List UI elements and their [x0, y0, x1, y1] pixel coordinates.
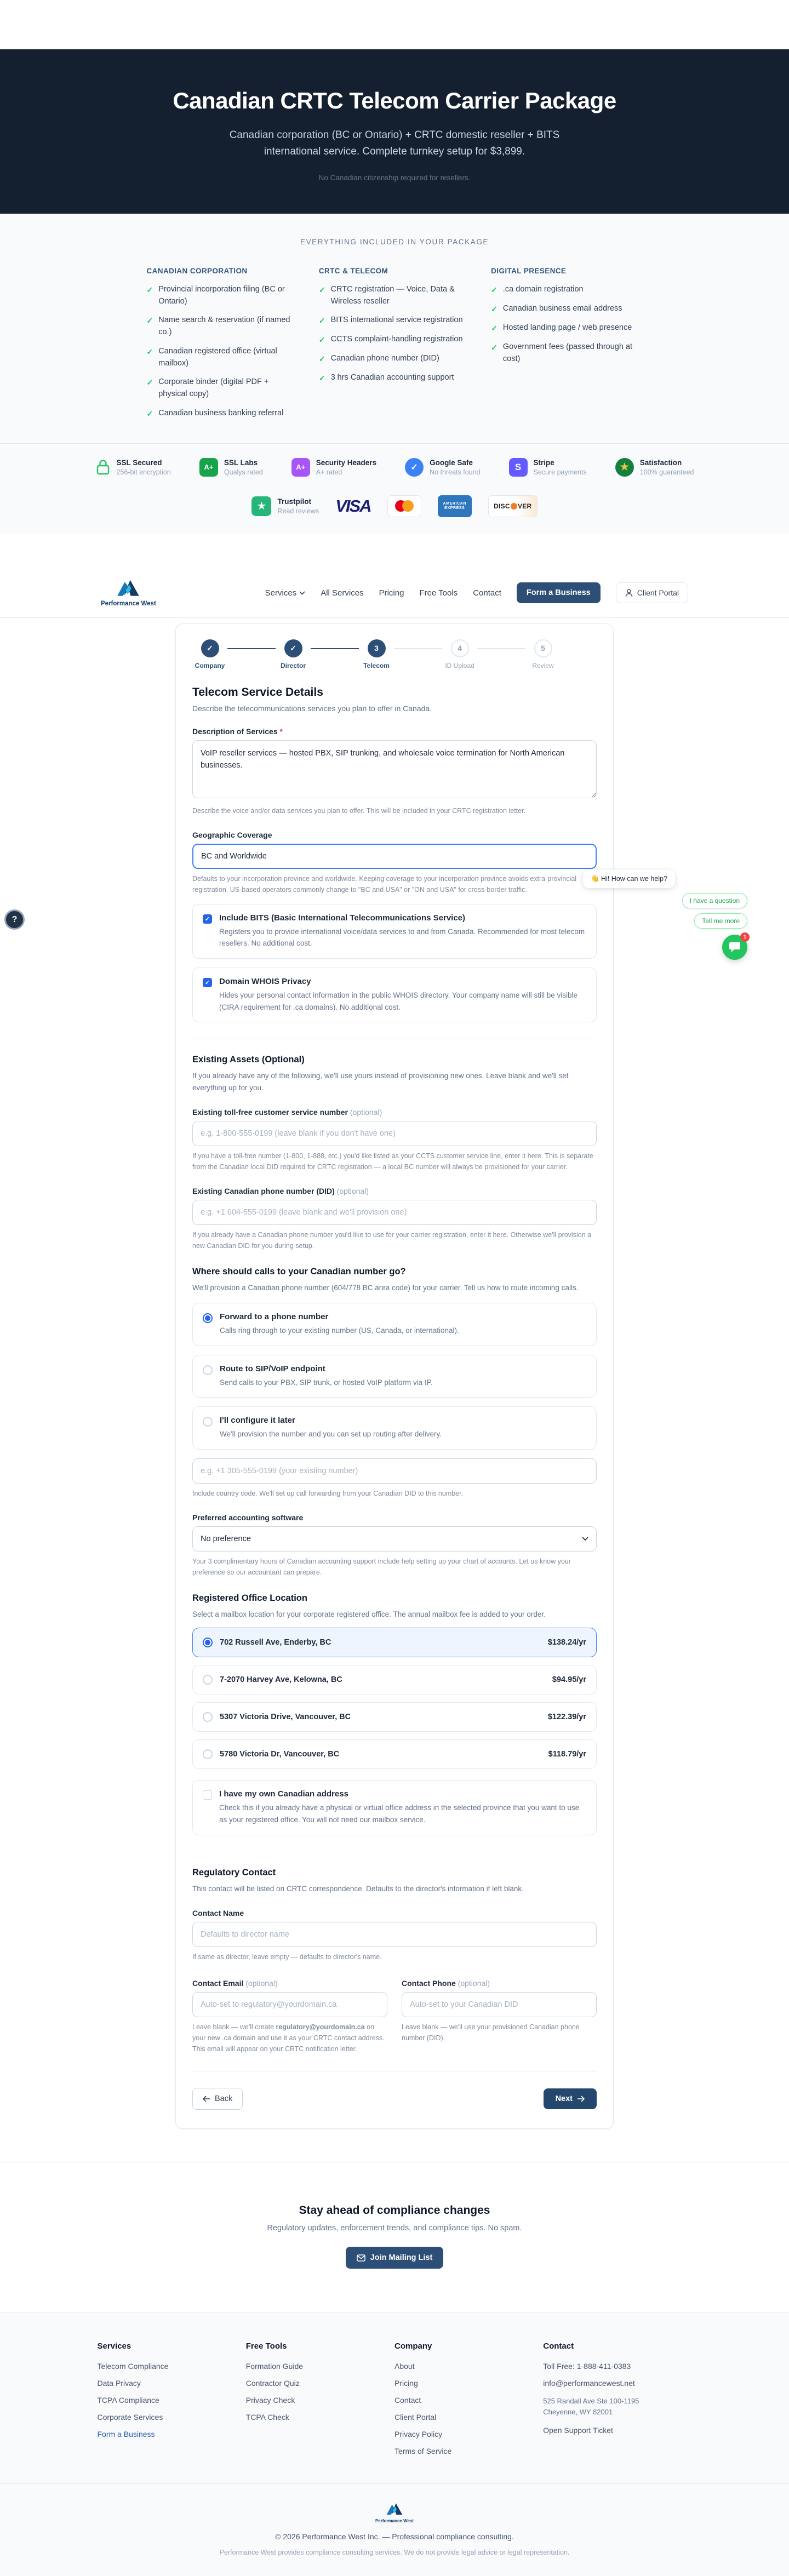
routing-heading: Where should calls to your Canadian number go?	[192, 1267, 406, 1277]
progress-stepper	[192, 637, 561, 677]
badge-name: Trustpilot	[277, 497, 311, 506]
check-icon: ✓	[146, 316, 153, 325]
performance-west-logo-icon	[116, 579, 141, 599]
office-option-victoria-dr[interactable]: 5780 Victoria Dr, Vancouver, BC $118.79/yr	[192, 1739, 597, 1769]
arrow-right-icon	[577, 2096, 585, 2102]
padlock-icon	[95, 459, 111, 476]
badge-name: SSL Labs	[224, 458, 258, 467]
newsletter-heading: Stay ahead of compliance changes	[299, 2204, 490, 2217]
required-asterisk: *	[279, 726, 283, 736]
nav-link-contact[interactable]: Contact	[473, 588, 501, 598]
contact-phone-label: Contact Phone (optional)	[402, 1979, 490, 1988]
column-title: DIGITAL PRESENCE	[491, 266, 567, 275]
office-desc: Select a mailbox location for your corporate registered office. The annual mailbox fee is added to your order.	[192, 1610, 546, 1618]
badge-stripe	[509, 458, 587, 477]
accounting-selected-value: No preference	[201, 1534, 251, 1543]
question-mark-icon: ?	[12, 914, 18, 924]
contact-phone-input[interactable]	[402, 1992, 597, 2017]
chat-bubble-icon	[729, 942, 741, 953]
item-text: Canadian registered office (virtual mailbox)	[158, 346, 277, 368]
footer-link-privacy-policy[interactable]: Privacy Policy	[395, 2430, 443, 2439]
badge-satisfaction	[615, 458, 694, 477]
checkbox-checked-icon: ✓	[203, 978, 212, 987]
discover-logo: DISC VER	[488, 495, 537, 517]
badge-detail: 100% guaranteed	[639, 468, 694, 476]
accounting-label: Preferred accounting software	[192, 1513, 304, 1522]
included-columns	[147, 267, 643, 427]
visa-logo: VISA	[335, 496, 371, 516]
hero-note: No Canadian citizenship required for resellers.	[318, 173, 471, 182]
contact-phone-helper: Leave blank — we'll use your provisioned Canadian phone number (DID).	[402, 2023, 580, 2042]
trustpilot-star-icon: ★	[251, 496, 271, 516]
footer-col-services: Services Telecom Compliance Data Privacy TCPA Compliance Corporate Services Form a Business	[98, 2342, 246, 2464]
footer-link-formation-guide[interactable]: Formation Guide	[245, 2362, 304, 2371]
office-heading: Registered Office Location	[192, 1593, 307, 1603]
form-title: Telecom Service Details	[192, 685, 323, 699]
whois-desc: Hides your personal contact information in the public WHOIS directory. Your company name will still be visible (CIRA requirement for .ca domains). No additional cost.	[219, 991, 578, 1011]
item-text: Canadian business banking referral	[158, 408, 284, 417]
footer	[0, 2312, 789, 2576]
included-column-digital	[491, 267, 642, 427]
own-address-checkbox-card[interactable]: I have my own Canadian address Check this if you already have a physical or virtual office address in the selected province that you want to use as your registered office. You will not need our mailbox service.	[192, 1780, 597, 1835]
list-item	[491, 322, 642, 334]
stripe-icon: S	[509, 458, 528, 477]
included-heading: EVERYTHING INCLUDED IN YOUR PACKAGE	[300, 237, 489, 246]
check-circle-icon: ✓	[405, 458, 424, 477]
whois-checkbox-card[interactable]	[192, 968, 597, 1022]
badge-ssl-secured	[95, 459, 171, 476]
chat-greeting-bubble: 👋 Hi! How can we help?	[583, 870, 675, 888]
copyright: © 2026 Performance West Inc. — Professional compliance consulting.	[275, 2532, 514, 2541]
step-id-upload: 4 ID Upload	[442, 639, 477, 669]
nav-link-free-tools[interactable]: Free Tools	[419, 588, 458, 598]
payment-logos-row	[0, 486, 789, 534]
aplus-badge-icon: A+	[291, 458, 310, 477]
radio-icon	[203, 1749, 213, 1759]
radio-icon	[203, 1712, 213, 1722]
form-card	[175, 623, 614, 2129]
chat-quick-reply-question[interactable]: I have a question	[682, 893, 747, 908]
accounting-select[interactable]	[192, 1526, 597, 1552]
check-icon: ✓	[146, 378, 153, 387]
list-item	[147, 346, 298, 370]
badge-detail: No threats found	[430, 468, 481, 476]
contact-email-helper: Leave blank — we'll create regulatory@yourdomain.ca on your new .ca domain and use it as your CRTC contact address. This email will appear on your CRTC notification letter.	[192, 2023, 385, 2053]
forward-number-helper: Include country code. We'll set up call forwarding from your Canadian DID to this number.	[192, 1489, 464, 1497]
footer-link-client-portal[interactable]: Client Portal	[395, 2413, 437, 2422]
coverage-input[interactable]	[192, 844, 597, 869]
item-text: Canadian business email address	[502, 304, 622, 313]
radio-selected-icon	[203, 1638, 213, 1647]
nav-link-services[interactable]: Services	[265, 588, 306, 598]
stepper-connector	[227, 648, 276, 649]
footer-link-privacy-check[interactable]: Privacy Check	[245, 2396, 295, 2405]
chat-widget	[583, 870, 747, 960]
checkbox-unchecked-icon	[203, 1790, 212, 1800]
badge-name: Google Safe	[430, 458, 473, 467]
item-text: .ca domain registration	[502, 284, 584, 294]
form-a-business-button[interactable]: Form a Business	[517, 582, 601, 603]
amex-logo: AMERICAN EXPRESS	[438, 495, 472, 517]
footer-link-telecom-compliance[interactable]: Telecom Compliance	[97, 2362, 169, 2371]
assets-heading: Existing Assets (Optional)	[192, 1055, 305, 1065]
radio-selected-icon	[203, 1313, 213, 1323]
form-subtitle: Describe the telecommunications services you plan to offer in Canada.	[192, 703, 432, 713]
list-item	[147, 376, 298, 400]
radio-icon	[203, 1675, 213, 1685]
newsletter-section	[0, 2162, 789, 2312]
forward-number-input[interactable]	[192, 1458, 597, 1484]
badge-detail: A+ rated	[316, 468, 342, 476]
list-item	[319, 334, 470, 346]
contact-email-label: Contact Email (optional)	[192, 1979, 278, 1988]
office-option-victoria-drive[interactable]: 5307 Victoria Drive, Vancouver, BC $122.39/yr	[192, 1702, 597, 1732]
step-check-icon: ✓	[284, 639, 302, 657]
chat-quick-reply-tell-me-more[interactable]: Tell me more	[694, 913, 747, 929]
badge-detail: 256-bit encryption	[116, 468, 171, 476]
step-telecom[interactable]: 3 Telecom	[359, 639, 394, 669]
whois-title: Domain WHOIS Privacy	[219, 976, 311, 986]
footer-col-contact: Contact Toll Free: 1-888-411-0383 info@performancewest.net 525 Randall Ave Ste 100-1195 Cheyenne, WY 82001 Open Support Ticket	[543, 2342, 691, 2464]
footer-link-tcpa-check[interactable]: TCPA Check	[245, 2413, 289, 2422]
badge-google-safe	[405, 458, 480, 477]
stepper-connector	[394, 648, 442, 649]
check-icon: ✓	[318, 354, 325, 364]
column-title: CRTC & TELECOM	[318, 266, 388, 275]
item-text: Corporate binder (digital PDF + physical copy)	[158, 377, 269, 399]
list-item	[319, 372, 470, 384]
badge-detail: Secure payments	[533, 468, 587, 476]
aplus-badge-icon: A+	[199, 458, 218, 477]
contact-email-field	[192, 1965, 387, 2054]
routing-option-later[interactable]: I'll configure it later We'll provision the number and you can set up routing after delivery.	[192, 1406, 597, 1450]
coverage-helper: Defaults to your incorporation province and worldwide. Keeping coverage to your incorporation province avoids extra-provincial registration. US-based operators commonly change to "BC and USA" or "ON and USA" for cross-border traffic.	[192, 874, 577, 894]
footer-support-ticket[interactable]: Open Support Ticket	[543, 2426, 613, 2435]
spacer	[0, 534, 789, 569]
join-mailing-list-button[interactable]: Join Mailing List	[346, 2247, 444, 2269]
check-icon: ✓	[491, 342, 498, 352]
check-icon: ✓	[318, 285, 325, 294]
tollfree-label: Existing toll-free customer service number (optional)	[192, 1108, 382, 1117]
trust-badges-row	[0, 443, 789, 486]
item-text: CCTS complaint-handling registration	[330, 335, 463, 344]
badge-name: Stripe	[533, 458, 554, 467]
footer-link-form-a-business[interactable]: Form a Business	[97, 2430, 155, 2439]
check-icon: ✓	[318, 374, 325, 383]
check-icon: ✓	[491, 323, 498, 333]
performance-west-logo-icon	[386, 2503, 403, 2517]
stepper-connector	[311, 648, 359, 649]
footer-col-free-tools: Free Tools Formation Guide Contractor Quiz Privacy Check TCPA Check	[246, 2342, 395, 2464]
coverage-label: Geographic Coverage	[192, 830, 272, 839]
chevron-down-icon	[299, 591, 305, 595]
hero-subtitle: Canadian corporation (BC or Ontario) + CRTC domestic reseller + BITS international service. Complete turnkey setup for $3,899.	[229, 129, 560, 158]
included-column-telecom	[319, 267, 470, 427]
item-text: Hosted landing page / web presence	[502, 323, 632, 332]
list-item	[147, 408, 298, 420]
page-title: Canadian CRTC Telecom Carrier Package	[173, 88, 616, 113]
step-check-icon: ✓	[201, 639, 219, 657]
column-title: CANADIAN CORPORATION	[146, 266, 248, 275]
list-item	[491, 341, 642, 365]
back-button[interactable]: Back	[192, 2088, 243, 2110]
accessibility-help-button[interactable]	[4, 909, 25, 930]
footer-brand-logo[interactable]: Performance West	[375, 2503, 414, 2523]
included-section	[0, 214, 789, 534]
mastercard-logo	[387, 495, 421, 517]
chevron-down-icon	[582, 1537, 588, 1541]
envelope-icon	[357, 2254, 365, 2262]
routing-option-sip[interactable]: Route to SIP/VoIP endpoint Send calls to your PBX, SIP trunk, or hosted VoIP platform via IP.	[192, 1355, 597, 1398]
item-text: Name search & reservation (if named co.)	[158, 316, 290, 337]
badge-detail: Qualys rated	[224, 468, 263, 476]
check-icon: ✓	[146, 285, 153, 294]
item-text: Canadian phone number (DID)	[330, 354, 439, 363]
checkbox-checked-icon: ✓	[203, 914, 212, 924]
footer-link-corporate-services[interactable]: Corporate Services	[97, 2413, 163, 2422]
item-text: Government fees (passed through at cost)	[502, 342, 633, 363]
accounting-helper: Your 3 complimentary hours of Canadian accounting support include help setting up your chart of accounts. Let us know your preference so our accountant can prepare.	[192, 1557, 571, 1576]
navbar	[0, 569, 789, 618]
nav-link-pricing[interactable]: Pricing	[379, 588, 404, 598]
footer-link-contractor-quiz[interactable]: Contractor Quiz	[245, 2379, 300, 2388]
office-option-enderby[interactable]: 702 Russell Ave, Enderby, BC $138.24/yr	[192, 1628, 597, 1657]
top-strip	[0, 0, 789, 49]
footer-link-terms[interactable]: Terms of Service	[395, 2447, 452, 2456]
newsletter-desc: Regulatory updates, enforcement trends, and compliance tips. No spam.	[267, 2224, 522, 2233]
person-icon	[625, 589, 633, 597]
badge-detail: Read reviews	[277, 507, 319, 515]
nav-link-all-services[interactable]: All Services	[321, 588, 364, 598]
discover-dot-icon	[511, 503, 517, 510]
list-item	[319, 284, 470, 308]
list-item	[147, 314, 298, 339]
bits-desc: Registers you to provide international voice/data services to and from Canada. Recommended for most telecom resellers. No additional cost.	[219, 927, 585, 948]
check-icon: ✓	[146, 347, 153, 356]
item-text: Provincial incorporation filing (BC or Ontario)	[158, 284, 285, 306]
footer-link-about[interactable]: About	[395, 2362, 415, 2371]
did-label: Existing Canadian phone number (DID) (optional)	[192, 1187, 369, 1196]
bits-checkbox-card[interactable]	[192, 904, 597, 959]
main-content	[0, 618, 789, 2162]
did-input[interactable]	[192, 1200, 597, 1225]
footer-email[interactable]: info@performancewest.net	[543, 2379, 635, 2388]
footer-phone[interactable]: Toll Free: 1-888-411-0383	[543, 2362, 631, 2371]
description-textarea[interactable]	[192, 740, 597, 798]
step-director[interactable]: ✓ Director	[276, 639, 311, 669]
tollfree-input[interactable]	[192, 1121, 597, 1146]
client-portal-button[interactable]: Client Portal	[616, 582, 688, 603]
badge-name: Satisfaction	[639, 458, 682, 467]
brand-name: Performance West	[101, 600, 156, 607]
item-text: CRTC registration — Voice, Data & Wireless reseller	[330, 284, 455, 306]
footer-link-contact[interactable]: Contact	[395, 2396, 421, 2405]
footer-col-company: Company About Pricing Contact Client Portal Privacy Policy Terms of Service	[395, 2342, 543, 2464]
stepper-connector	[477, 648, 525, 649]
list-item	[147, 284, 298, 308]
list-item	[319, 353, 470, 365]
chat-unread-badge: 1	[740, 932, 750, 942]
assets-desc: If you already have any of the following, we'll use yours instead of provisioning new ones. Leave blank and we'll set everything up for you.	[192, 1072, 569, 1092]
badge-ssl-labs	[199, 458, 263, 477]
did-helper: If you already have a Canadian phone number you'd like to use for your carrier registration, enter it here. Otherwise we'll provision a new Canadian DID for you during setup.	[192, 1231, 592, 1250]
tollfree-helper: If you have a toll-free number (1-800, 1-888, etc.) you'd like listed as your CCTS customer service line, enter it here. This is separate from the Canadian local DID required for CRTC registration — a local BC number will always be provisioned for your carrier.	[192, 1152, 593, 1171]
arrow-left-icon	[203, 2096, 210, 2102]
chat-launcher-button[interactable]	[722, 935, 747, 960]
step-company[interactable]: ✓ Company	[192, 639, 227, 669]
office-option-kelowna[interactable]: 7-2070 Harvey Ave, Kelowna, BC $94.95/yr	[192, 1665, 597, 1695]
item-text: 3 hrs Canadian accounting support	[330, 373, 454, 382]
list-item	[491, 303, 642, 315]
list-item	[319, 314, 470, 327]
footer-link-data-privacy[interactable]: Data Privacy	[97, 2379, 141, 2388]
contact-name-helper: If same as director, leave empty — defaults to director's name.	[192, 1953, 382, 1961]
radio-icon	[203, 1365, 213, 1375]
contact-email-input[interactable]	[192, 1992, 387, 2017]
item-text: BITS international service registration	[330, 316, 463, 325]
disclaimer: Performance West provides compliance consulting services. We do not provide legal advice or legal representation.	[219, 2549, 570, 2557]
star-circle-icon: ★	[615, 458, 634, 477]
contact-phone-field	[402, 1965, 597, 2054]
bits-title: Include BITS (Basic International Telecommunications Service)	[219, 913, 466, 923]
included-column-corporation	[147, 267, 298, 427]
check-icon: ✓	[318, 335, 325, 345]
step-review: 5 Review	[525, 639, 561, 669]
check-icon: ✓	[318, 316, 325, 325]
contact-name-label: Contact Name	[192, 1909, 244, 1918]
radio-icon	[203, 1417, 213, 1427]
brand-logo[interactable]	[101, 579, 156, 607]
routing-option-forward[interactable]: Forward to a phone number Calls ring through to your existing number (US, Canada, or international).	[192, 1303, 597, 1346]
regulatory-desc: This contact will be listed on CRTC correspondence. Defaults to the director's information if left blank.	[192, 1884, 524, 1893]
hero-section	[0, 49, 789, 214]
footer-address: 525 Randall Ave Ste 100-1195 Cheyenne, WY 82001	[543, 2397, 639, 2417]
badge-name: Security Headers	[316, 458, 377, 467]
trustpilot-badge[interactable]	[251, 496, 319, 516]
footer-link-pricing[interactable]: Pricing	[395, 2379, 418, 2388]
check-icon: ✓	[491, 285, 498, 294]
badge-security-headers	[291, 458, 376, 477]
regulatory-heading: Regulatory Contact	[192, 1867, 276, 1877]
contact-name-input[interactable]	[192, 1922, 597, 1947]
footer-link-tcpa-compliance[interactable]: TCPA Compliance	[97, 2396, 159, 2405]
check-icon: ✓	[146, 409, 153, 418]
list-item	[491, 284, 642, 296]
description-helper: Describe the voice and/or data services you plan to offer. This will be included in your CRTC registration letter.	[192, 806, 525, 815]
badge-name: SSL Secured	[116, 458, 162, 467]
check-icon: ✓	[491, 304, 498, 313]
description-label: Description of Services *	[192, 726, 283, 736]
next-button[interactable]: Next	[544, 2088, 597, 2109]
routing-desc: We'll provision a Canadian phone number (604/778 BC area code) for your carrier. Tell us how to route incoming calls.	[192, 1284, 579, 1292]
